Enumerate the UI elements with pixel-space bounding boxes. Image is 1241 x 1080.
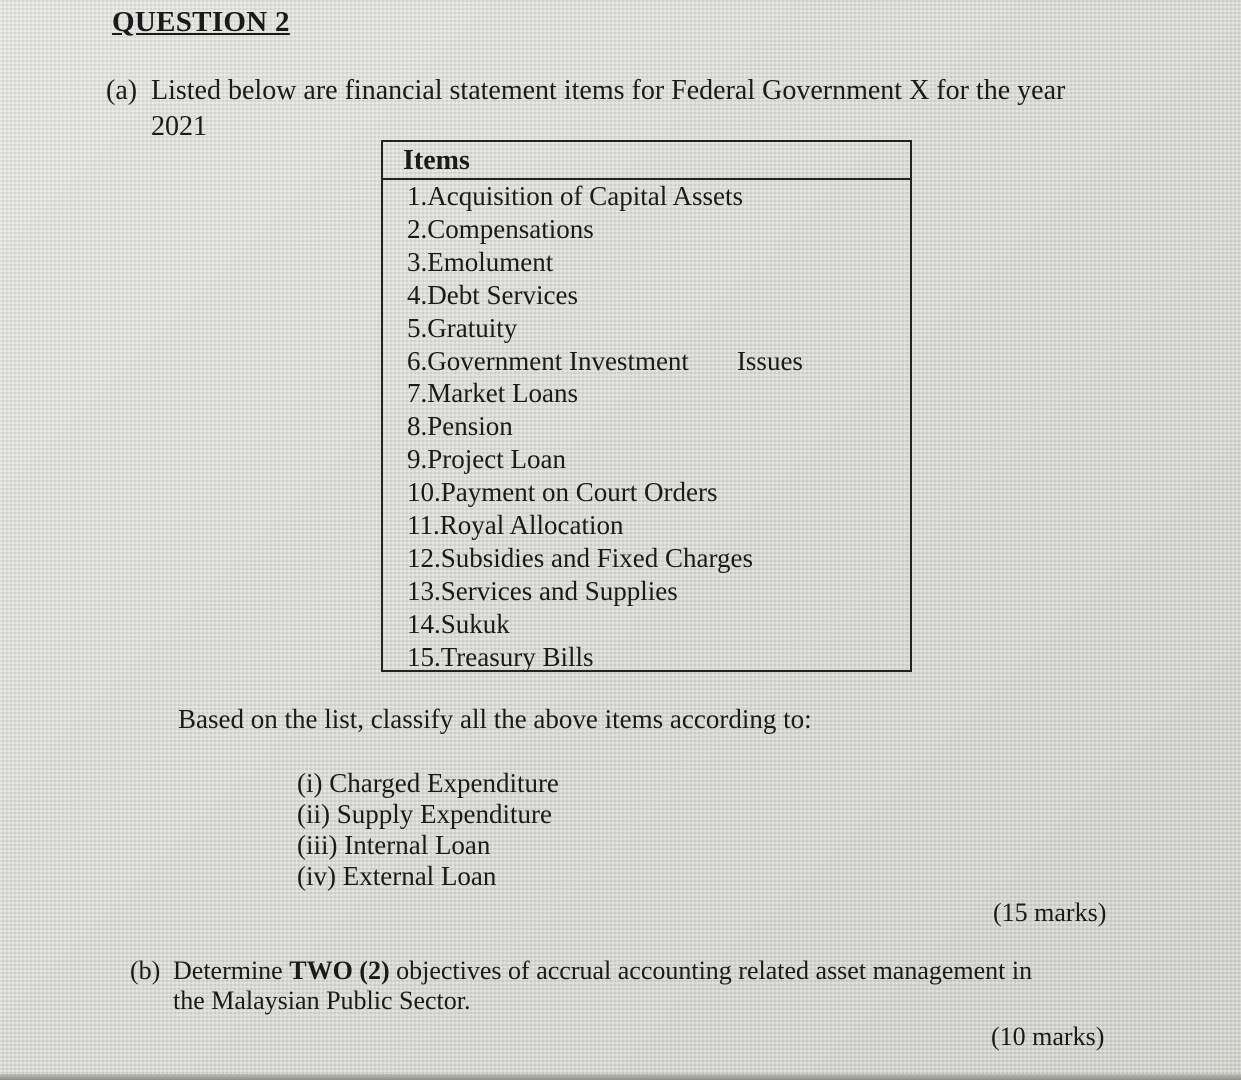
list-item: 7.Market Loans (407, 378, 578, 409)
page-bottom-edge (0, 1074, 1241, 1080)
list-item: 13.Services and Supplies (407, 575, 678, 606)
criterion-external-loan: (iv) External Loan (297, 861, 497, 891)
part-b-text-line2: the Malaysian Public Sector. (173, 986, 471, 1015)
part-b-label: (b) (130, 956, 161, 985)
list-item: 3.Emolument (407, 246, 554, 277)
items-table-header: Items (383, 142, 910, 180)
part-a-label: (a) (106, 75, 138, 106)
list-item (407, 345, 910, 378)
list-item: 4.Debt Services (407, 279, 578, 310)
item-6-suffix: Issues (736, 345, 803, 376)
part-a-text-line2: 2021 (151, 111, 207, 142)
part-a-text-line1: Listed below are financial statement items for Federal Government X for the year (151, 75, 1066, 106)
part-a-marks: (15 marks) (993, 898, 1107, 927)
list-item: 14.Sukuk (407, 608, 510, 639)
classification-instruction: Based on the list, classify all the above items according to: (178, 704, 812, 734)
list-item: 15.Treasury Bills (407, 641, 594, 672)
list-item: 2.Compensations (407, 213, 594, 244)
list-item: 1.Acquisition of Capital Assets (407, 181, 743, 211)
list-item: 10.Payment on Court Orders (407, 477, 718, 508)
list-item: 8.Pension (407, 411, 513, 442)
list-item: 12.Subsidies and Fixed Charges (407, 542, 753, 573)
list-item: 11.Royal Allocation (407, 510, 624, 541)
criterion-supply-expenditure: (ii) Supply Expenditure (297, 799, 552, 829)
classification-criteria (297, 768, 559, 892)
items-list (383, 180, 910, 674)
part-b-marks: (10 marks) (991, 1022, 1105, 1051)
criterion-internal-loan: (iii) Internal Loan (297, 830, 491, 860)
list-item: 9.Project Loan (407, 444, 566, 475)
criterion-charged-expenditure: (i) Charged Expenditure (297, 768, 559, 798)
items-table (381, 140, 912, 672)
part-b-text-line1: Determine TWO (2) objectives of accrual accounting related asset management in (173, 956, 1033, 985)
emphasis-two: TWO (2) (289, 956, 390, 985)
item-6-text: 6.Government Investment (407, 345, 689, 376)
question-title: QUESTION 2 (112, 6, 290, 38)
list-item: 5.Gratuity (407, 312, 518, 343)
